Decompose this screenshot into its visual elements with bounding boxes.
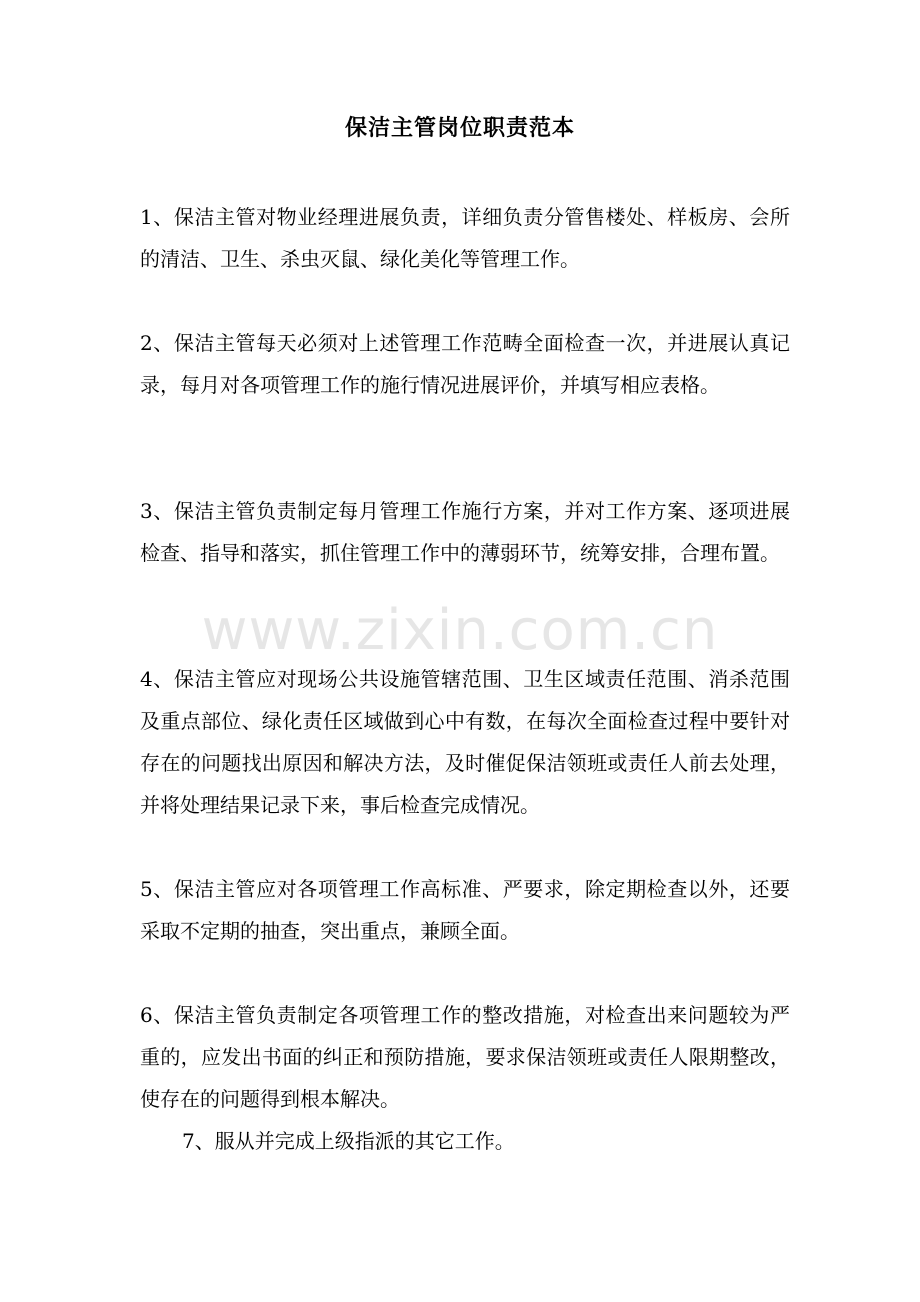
paragraph-3: 3、保洁主管负责制定每月管理工作施行方案，并对工作方案、逐项进展检查、指导和落实，抓住管理工作中的薄弱环节，统筹安排，合理布置。 xyxy=(140,499,790,565)
paragraph-5: 5、保洁主管应对各项管理工作高标准、严要求，除定期检查以外，还要采取不定期的抽查，突出重点，兼顾全面。 xyxy=(140,877,790,943)
paragraph-4: 4、保洁主管应对现场公共设施管辖范围、卫生区域责任范围、消杀范围及重点部位、绿化责任区域做到心中有数，在每次全面检查过程中要针对存在的问题找出原因和解决方法，及时催促保洁领班或责任人前去处理，并将处理结果记录下来，事后检查完成情况。 xyxy=(140,667,790,817)
paragraph-7: 7、服从并完成上级指派的其它工作。 xyxy=(182,1129,515,1153)
paragraph-1: 1、保洁主管对物业经理进展负责，详细负责分管售楼处、样板房、会所的清洁、卫生、杀虫灭鼠、绿化美化等管理工作。 xyxy=(140,205,790,271)
page-title: 保洁主管岗位职责范本 xyxy=(344,115,575,141)
watermark: www.zixin.com.cn xyxy=(201,598,719,663)
paragraph-6: 6、保洁主管负责制定各项管理工作的整改措施，对检查出来问题较为严重的，应发出书面的纠正和预防措施，要求保洁领班或责任人限期整改，使存在的问题得到根本解决。 xyxy=(140,1003,790,1111)
paragraph-2: 2、保洁主管每天必须对上述管理工作范畴全面检查一次，并进展认真记录，每月对各项管理工作的施行情况进展评价，并填写相应表格。 xyxy=(140,331,790,397)
